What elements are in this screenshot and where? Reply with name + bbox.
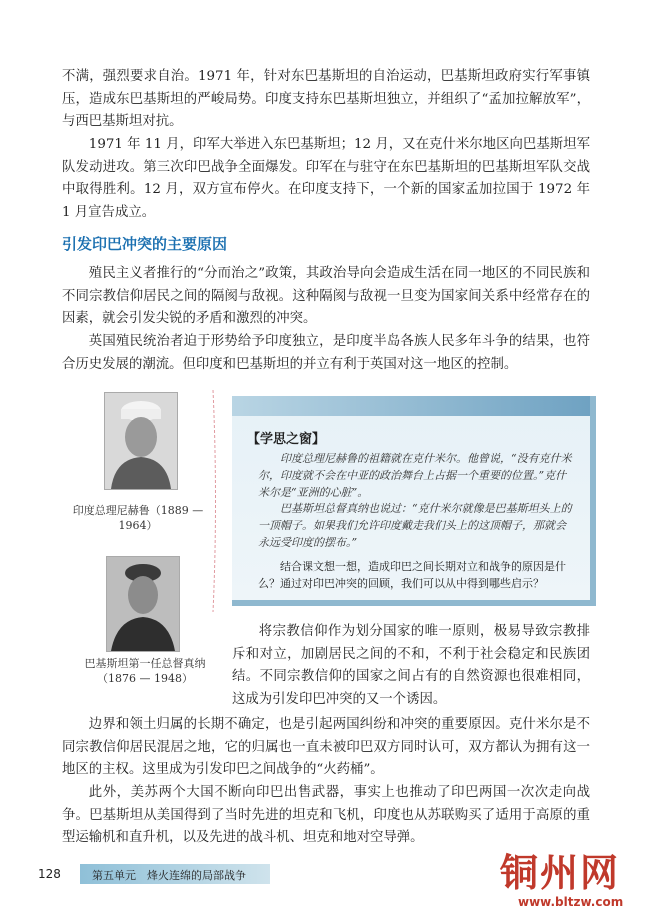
- paragraph-6: 边界和领土归属的长期不确定，也是引起两国纠纷和冲突的重要原因。克什米尔是不同宗教信仰居民混居之地，它的归属也一直未被印巴双方同时认可，双方都认为拥有这一地区的主权。这里成为引发印巴之间战争的“火药桶”。: [62, 717, 590, 777]
- study-window-quote-1: 印度总理尼赫鲁的祖籍就在克什米尔。他曾说，“没有克什米尔，印度就不会在中亚的政治舞台上占据一个重要的位置。”克什米尔是“亚洲的心脏”。: [258, 452, 572, 499]
- unit-title: 第五单元 烽火连绵的局部战争: [92, 869, 246, 882]
- study-window-question: 结合课文想一想，造成印巴之间长期对立和战争的原因是什么？通过对印巴冲突的回顾，我们可以从中得到哪些启示？: [258, 560, 566, 590]
- study-window-header-bar: [232, 396, 590, 416]
- paragraph-5: 将宗教信仰作为划分国家的唯一原则，极易导致宗教排斥和对立，加剧居民之间的不和，不利于社会稳定和民族团结。不同宗教信仰的国家之间占有的自然资源也很难相同，这成为引发印巴冲突的又一个诱因。: [232, 624, 590, 707]
- paragraph-1: 不满，强烈要求自治。1971 年，针对东巴基斯坦的自治运动，巴基斯坦政府实行军事镇压，造成东巴基斯坦的严峻局势。印度支持东巴基斯坦独立，并组织了“孟加拉解放军”，与西巴基斯坦对抗。: [62, 69, 590, 129]
- study-window: [232, 396, 596, 606]
- paragraph-2: 1971 年 11 月，印军大举进入东巴基斯坦；12 月，又在克什米尔地区向巴基斯坦军队发动进攻。第三次印巴战争全面爆发。印军在与驻守在东巴基斯坦的巴基斯坦军队交战中取得胜利。12 月，双方宣布停火。在印度支持下，一个新的国家孟加拉国于 1972 年 1 月宣告成立。: [62, 137, 590, 220]
- jinnah-caption-line2: （1876 — 1948）: [97, 672, 193, 685]
- nehru-caption: 印度总理尼赫鲁（1889 — 1964）: [72, 504, 204, 532]
- paragraph-4: 英国殖民统治者迫于形势给予印度独立，是印度半岛各族人民多年斗争的结果，也符合历史发展的潮流。但印度和巴基斯坦的并立有利于英国对这一地区的控制。: [62, 334, 590, 372]
- jinnah-photo: [106, 556, 180, 652]
- section-heading: 引发印巴冲突的主要原因: [62, 235, 228, 253]
- watermark-logo: 铜州网: [500, 850, 621, 895]
- watermark-url: www.bltzw.com: [518, 895, 624, 909]
- jinnah-caption-line1: 巴基斯坦第一任总督真纳: [84, 657, 206, 670]
- study-window-title: 【学思之窗】: [247, 432, 326, 447]
- nehru-photo: [104, 392, 178, 490]
- paragraph-3: 殖民主义者推行的“分而治之”政策，其政治导向会造成生活在同一地区的不同民族和不同宗教信仰居民之间的隔阂与敌视。这种隔阂与敌视一旦变为国家间关系中经常存在的因素，就会引发尖锐的矛盾和激烈的冲突。: [62, 266, 590, 326]
- study-window-quote-2: 巴基斯坦总督真纳也说过：“克什米尔就像是巴基斯坦头上的一顶帽子。如果我们允许印度戴走我们头上的这顶帽子，那就会永远受印度的摆布。”: [258, 502, 572, 549]
- jinnah-caption: [70, 656, 220, 686]
- page-number: 128: [38, 867, 61, 881]
- paragraph-7: 此外，美苏两个大国不断向印巴出售武器，事实上也推动了印巴两国一次次走向战争。巴基斯坦从美国得到了当时先进的坦克和飞机，印度也从苏联购买了适用于高原的重型运输机和直升机，以及先进的战斗机、坦克和地对空导弹。: [62, 785, 590, 845]
- divider-line: [207, 390, 219, 612]
